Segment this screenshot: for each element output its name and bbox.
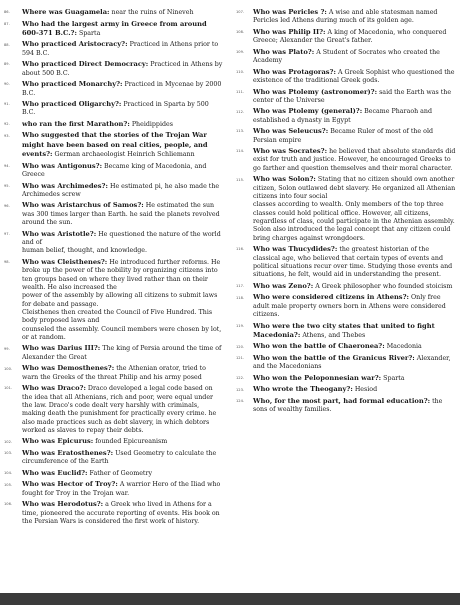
entry-text (22, 364, 224, 382)
answer-text: the sons of wealthy families. (253, 397, 443, 414)
answer-text: Macedonia (384, 343, 422, 351)
qa-entry (4, 120, 224, 129)
entry-number: 110. (236, 69, 245, 74)
qa-entry (4, 80, 224, 98)
answer-text: A Greek Sophist who questioned the existence of the traditional Greek gods. (253, 68, 455, 84)
entry-number: 90. (4, 82, 10, 87)
question-text: Who was Philip II?: (253, 27, 326, 36)
question-text: Who was Plato?: (253, 47, 315, 56)
question-text: Who practiced Direct Democracy: (22, 60, 149, 69)
question-text: Who practiced Aristocracy?: (22, 40, 128, 49)
qa-entry (4, 162, 224, 180)
entry-number: 121. (236, 356, 245, 361)
entry-number: 122. (236, 376, 245, 381)
qa-entry (236, 68, 456, 86)
entry-text (22, 469, 224, 478)
entry-number: 109. (236, 49, 245, 54)
entry-text (253, 342, 456, 351)
qa-entry (4, 258, 224, 342)
answer-text: Became king of Macedonia, and Greece (22, 162, 207, 178)
answer-text: near the ruins of Nineveh (109, 9, 194, 16)
entry-text (22, 182, 224, 200)
question-text: Who practiced Monarchy?: (22, 80, 123, 89)
entry-text (253, 48, 456, 66)
answer-text: Draco developed a legal code based on the idea that all Athenians, rich and poor, were equal under the law. Draco's code dealt very harshly with criminals, making death the punishment for practically every crime. he also made practices such as debt slavery, in which debtors worked as slaves to repay their debts. (22, 385, 217, 434)
entry-number: 123. (236, 387, 245, 392)
answer-text: He estimated pi, he also made the Archimedes screw (22, 182, 220, 198)
qa-entry (236, 354, 456, 372)
left-column (4, 8, 224, 529)
entry-number: 92. (4, 122, 10, 127)
answer-text: German archaeologist Heinrich Schliemann (52, 151, 195, 159)
answer-text: Practiced in Mycenae by 2000 B.C. (22, 81, 222, 97)
entry-number: 98. (4, 260, 10, 265)
entry-number: 97. (4, 231, 10, 236)
qa-entry (236, 245, 456, 279)
entry-number: 91. (4, 102, 10, 107)
question-text: Who was Solon?: (253, 175, 316, 184)
question-text: Who wrote the Theogany?: (253, 385, 353, 394)
entry-text (253, 88, 456, 106)
qa-entry (4, 60, 224, 78)
qa-entry (4, 131, 224, 159)
entry-number: 114. (236, 149, 245, 154)
question-text: Who was Ptolemy (astronomer)?: (253, 87, 378, 96)
question-text: Who was Archimedes?: (22, 181, 108, 190)
answer-text: Practiced in Athens prior to 594 B.C. (22, 41, 219, 57)
qa-entry (236, 282, 456, 291)
qa-entry (236, 397, 456, 415)
entry-number: 118. (236, 295, 245, 300)
entry-number: 120. (236, 344, 245, 349)
answer-text: A warrior Hero of the Iliad who fought for Troy in the Trojan war. (22, 481, 221, 497)
entry-number: 108. (236, 30, 245, 35)
answer-text: a Greek who lived in Athens for a time, pioneered the accurate reporting of events. His book on the Persian Wars is considered the first work of history. (22, 501, 220, 525)
question-text: Who was Protagoras?: (253, 67, 336, 76)
entry-number: 94. (4, 163, 10, 168)
answer-text: Hesiod (352, 386, 378, 394)
answer-text: Sparta (76, 29, 101, 37)
qa-entry (4, 201, 224, 227)
qa-entry (4, 384, 224, 435)
qa-entry (4, 100, 224, 118)
entry-text (22, 258, 224, 342)
entry-text (253, 8, 456, 26)
entry-number: 86. (4, 10, 10, 15)
question-text: Who was Aristotle?: (22, 229, 97, 238)
qa-entry (4, 182, 224, 200)
answer-text: He introduced further reforms. He broke up the power of the nobility by organizing citizens into ten groups based on where they lived rather than on their wealth. He also increased the power of the assembly by allowing all citizens to submit laws for debate and passage. Cleisthenes then created the Council of Five Hundred. This body proposed laws and counseled the assembly. Council members were chosen by lot, or at random. (22, 258, 222, 341)
question-text: Who were the two city states that united to fight Macedonia?: (253, 321, 435, 339)
entry-text (253, 245, 456, 279)
question-text: Who was Herodotus?: (22, 500, 104, 509)
entry-number: 119. (236, 323, 245, 328)
answer-text: The king of Persia around the time of Alexander the Great (22, 345, 222, 361)
entry-text (22, 449, 224, 467)
entry-number: 124. (236, 399, 245, 404)
answer-text: Practiced in Sparta by 500 B.C. (22, 101, 209, 117)
entry-text (22, 100, 224, 118)
answer-text: Became Ruler of most of the old Persian empire (253, 128, 433, 144)
qa-entry (236, 374, 456, 383)
answer-text: Alexander, and the Macedonians (253, 355, 451, 371)
qa-entry (236, 293, 456, 319)
question-text: Who was Demosthenes?: (22, 364, 115, 373)
question-text: Who practiced Oligarchy?: (22, 100, 122, 109)
entry-text (22, 344, 224, 362)
answer-text: He questioned the nature of the world and of human belief, thought, and knowledge. (22, 230, 221, 255)
entry-text (253, 385, 456, 394)
entry-text (253, 354, 456, 372)
answer-text: said the Earth was the center of the Universe (253, 88, 452, 104)
question-text: Who were considered citizens in Athens?: (253, 293, 409, 302)
entry-number: 116. (236, 247, 245, 252)
question-text: Who was Epicurus: (22, 437, 94, 446)
entry-number: 101. (4, 386, 13, 391)
answer-text: A Greek philosopher who founded stoicism (313, 282, 453, 290)
entry-text (22, 120, 224, 129)
entry-text (253, 293, 456, 319)
entry-text (22, 500, 224, 526)
question-text: Where was Guagamela: (22, 8, 110, 16)
answer-text: the greatest historian of the classical age, who believed that certain types of events and political situations recur over time. Studying those events and situations, he felt, would aid in understanding the present. (253, 246, 453, 279)
qa-entry (236, 88, 456, 106)
qa-entry (236, 342, 456, 351)
answer-text: Sparta (381, 374, 405, 382)
entry-text (253, 397, 456, 415)
answer-text: he believed that absolute standards did exist for truth and justice. However, he encouraged Greeks to go farther and question themselves and their moral character. (253, 148, 456, 172)
qa-entry (236, 322, 456, 341)
question-text: who ran the first Marathon?: (22, 119, 130, 128)
qa-entry (236, 175, 456, 243)
answer-text: Father of Geometry (87, 469, 153, 477)
qa-entry (236, 48, 456, 66)
question-text: Who had the largest army in Greece from around 600-371 B.C.?: (22, 19, 207, 37)
question-text: Who won the battle of Chaeronea?: (253, 342, 385, 351)
answer-text: Became Pharaoh and established a dynasty in Egypt (253, 108, 433, 124)
entry-text (253, 374, 456, 383)
entry-number: 111. (236, 89, 245, 94)
entry-number: 117. (236, 284, 245, 289)
entry-number: 106. (4, 502, 13, 507)
question-text: Who was Antigonus?: (22, 161, 103, 170)
entry-number: 89. (4, 62, 10, 67)
entry-number: 95. (4, 183, 10, 188)
question-text: Who won the battle of the Granicus River?: (253, 354, 415, 362)
answer-text: Pheidippides (129, 120, 173, 128)
entry-text (22, 437, 224, 446)
answer-text: founded Epicureanism (93, 438, 168, 446)
qa-entry (4, 437, 224, 446)
answer-text: the Athenian orator, tried to warn the Greeks of the threat Philip and his army posed (22, 365, 206, 381)
entry-number: 103. (4, 451, 13, 456)
entry-text (253, 107, 456, 125)
question-text: Who was Hector of Troy?: (22, 480, 118, 489)
entry-number: 115. (236, 177, 245, 182)
answer-text: A Student of Socrates who created the Academy (253, 48, 440, 65)
entry-text (22, 40, 224, 58)
entry-text (22, 20, 224, 39)
answer-text: Athens, and Thebes (300, 331, 366, 339)
entry-text (22, 384, 224, 435)
question-text: Who suggested that the stories of the Trojan War might have been based on real cities, people, and events?: (22, 131, 208, 159)
qa-entry (4, 480, 224, 498)
qa-entry (236, 385, 456, 394)
answer-text: A king of Macedonia, who conquered Greece; Alexander the Great's father. (253, 28, 447, 45)
entry-number: 99. (4, 346, 10, 351)
question-text: Who was Socrates?: (253, 147, 328, 156)
qa-entry (236, 28, 456, 46)
entry-text (253, 127, 456, 145)
question-text: Who was Aristarchus of Samos?: (22, 201, 144, 210)
answer-text: Used Geometry to calculate the circumference of the Earth (22, 450, 217, 466)
qa-entry (4, 364, 224, 382)
qa-entry (4, 8, 224, 17)
entry-text (22, 8, 224, 17)
right-column (236, 8, 456, 417)
qa-entry (4, 469, 224, 478)
entry-number: 112. (236, 109, 245, 114)
answer-text: Only free adult male property owners born in Athens were considered citizens. (253, 294, 446, 319)
qa-entry (236, 107, 456, 125)
question-text: Who was Seleucus?: (253, 127, 329, 136)
qa-entry (4, 20, 224, 39)
question-text: Who was Pericles ?: (253, 8, 327, 16)
entry-text (22, 162, 224, 180)
entry-number: 105. (4, 482, 13, 487)
answer-text: A wise and able statesman named Pericles led Athens during much of its golden age. (253, 9, 438, 25)
question-text: Who was Draco?: (22, 384, 86, 393)
qa-entry (236, 8, 456, 26)
entry-text (22, 60, 224, 78)
entry-number: 100. (4, 366, 13, 371)
qa-entry (4, 230, 224, 256)
entry-text (22, 80, 224, 98)
question-text: Who won the Peloponnesian war?: (253, 373, 382, 382)
entry-text (22, 230, 224, 256)
entry-number: 93. (4, 133, 10, 138)
entry-number: 102. (4, 439, 13, 444)
qa-entry (4, 344, 224, 362)
entry-text (253, 68, 456, 86)
question-text: Who, for the most part, had formal education?: (253, 396, 431, 405)
question-text: Who was Darius III?: (22, 344, 101, 353)
question-text: Who was Thucydides?: (253, 245, 338, 254)
question-text: Who was Ptolemy (general)?: (253, 107, 363, 116)
answer-text: Stating that no citizen should own another citizen, Solon outlawed debt slavery. He organized all Athenian citizens into four social classes according to wealth. Only members of the top three classes could hold political office. However, all citizens, regardless of class, could participate in the Athenian assembly. Solon also introduced the legal concept that any citizen could bring charges against wrongdoers. (253, 176, 456, 242)
entry-number: 87. (4, 21, 10, 26)
qa-entry (4, 500, 224, 526)
entry-text (253, 147, 456, 173)
qa-entry (236, 127, 456, 145)
question-text: Who was Cleisthenes?: (22, 257, 108, 266)
answer-text: Practiced in Athens by about 500 B.C. (22, 61, 223, 77)
entry-text (253, 175, 456, 243)
entry-text (22, 131, 224, 159)
entry-number: 96. (4, 203, 10, 208)
entry-number: 104. (4, 471, 13, 476)
entry-text (253, 322, 456, 341)
question-text: Who was Euclid?: (22, 468, 88, 477)
qa-entry (4, 449, 224, 467)
question-text: Who was Eratosthenes?: (22, 449, 114, 457)
entry-number: 88. (4, 42, 10, 47)
entry-text (22, 201, 224, 227)
qa-entry (236, 147, 456, 173)
question-text: Who was Zeno?: (253, 281, 314, 290)
answer-text: He estimated the sun was 300 times larger than Earth. he said the planets revolved around the sun. (22, 202, 220, 227)
qa-entry (4, 40, 224, 58)
entry-number: 107. (236, 10, 245, 15)
entry-number: 113. (236, 129, 245, 134)
entry-text (253, 282, 456, 291)
entry-text (22, 480, 224, 498)
viewer-bottom-bar (0, 593, 460, 605)
entry-text (253, 28, 456, 46)
